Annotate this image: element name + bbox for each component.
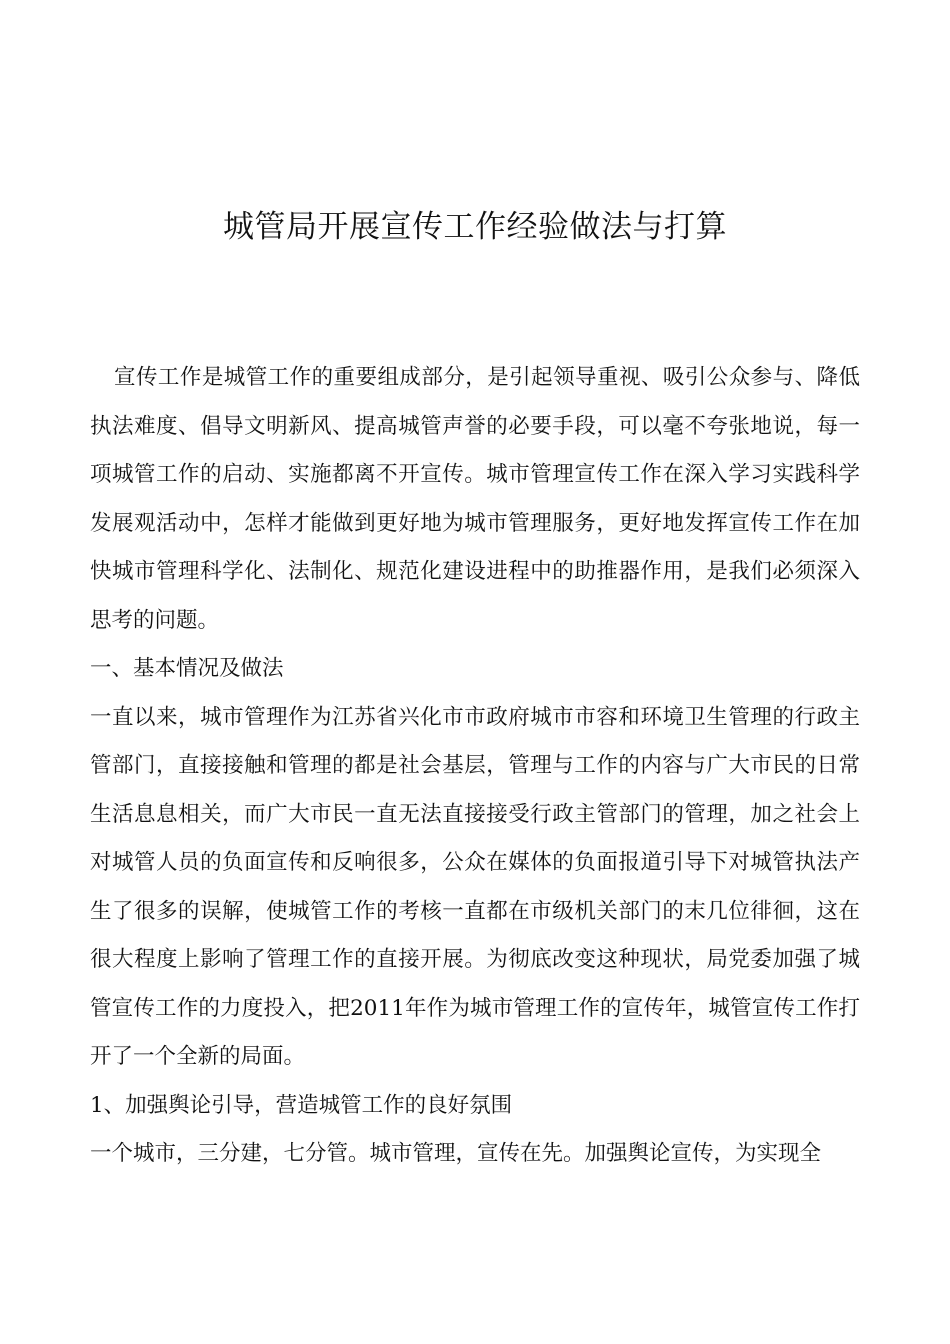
- subsection-paragraph-public-opinion: 一个城市，三分建，七分管。城市管理，宣传在先。加强舆论宣传，为实现全: [90, 1141, 822, 1166]
- document-body: [90, 354, 860, 1179]
- document-title: 城管局开展宣传工作经验做法与打算: [223, 209, 727, 245]
- subsection-heading-public-opinion: 1、加强舆论引导，营造城管工作的良好氛围: [90, 1092, 513, 1118]
- section-heading-basic-situation: 一、基本情况及做法: [90, 656, 284, 681]
- section-paragraph-basic-situation: 一直以来，城市管理作为江苏省兴化市市政府城市市容和环境卫生管理的行政主管部门，直接接触和管理的都是社会基层，管理与工作的内容与广大市民的日常生活息息相关，而广大市民一直无法直接接受行政主管部门的管理，加之社会上对城管人员的负面宣传和反响很多，公众在媒体的负面报道引导下对城管执法产生了很多的误解，使城管工作的考核一直都在市级机关部门的末几位徘徊，这在很大程度上影响了管理工作的直接开展。为彻底改变这种现状，局党委加强了城管宣传工作的力度投入，把2011年作为城市管理工作的宣传年，城管宣传工作打开了一个全新的局面。: [90, 704, 860, 1069]
- intro-paragraph: 宣传工作是城管工作的重要组成部分，是引起领导重视、吸引公众参与、降低执法难度、倡导文明新风、提高城管声誉的必要手段，可以毫不夸张地说，每一项城管工作的启动、实施都离不开宣传。城市管理宣传工作在深入学习实践科学发展观活动中，怎样才能做到更好地为城市管理服务，更好地发挥宣传工作在加快城市管理科学化、法制化、规范化建设进程中的助推器作用，是我们必须深入思考的问题。: [90, 365, 860, 633]
